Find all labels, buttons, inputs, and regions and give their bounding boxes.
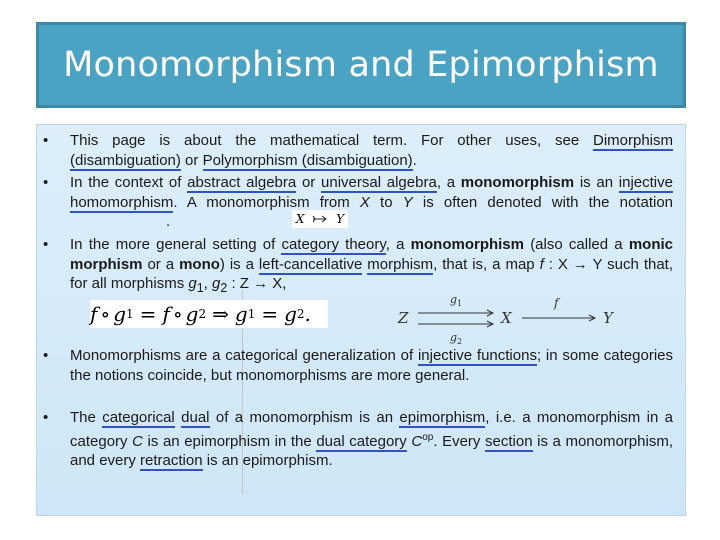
link-injective[interactable]: injective bbox=[618, 174, 673, 191]
link-categorical[interactable]: categorical bbox=[102, 409, 175, 426]
commutative-diagram bbox=[380, 290, 640, 346]
link-injective-functions[interactable]: injective functions bbox=[417, 347, 537, 364]
page-title: Monomorphism and Epimorphism bbox=[63, 45, 659, 85]
list-item: • In the context of abstract algebra or universal algebra, a monomorphism is an injective homomorphism. A monomorphism from X to Y is often denoted with the notation. bbox=[43, 174, 673, 230]
link-category-theory[interactable]: category theory bbox=[281, 236, 386, 253]
link-abstract-algebra[interactable]: abstract algebra bbox=[187, 174, 297, 191]
bullet-icon: • bbox=[43, 132, 49, 149]
link-homomorphism[interactable]: homomorphism bbox=[70, 193, 174, 211]
diagram-label-g1: $g_1$ bbox=[450, 293, 463, 308]
link-morphism[interactable]: morphism bbox=[367, 255, 434, 273]
diagram-label-f: f bbox=[554, 296, 559, 310]
title-banner bbox=[36, 22, 686, 108]
link-polymorphism-disambiguation[interactable]: Polymorphism (disambiguation) bbox=[202, 151, 413, 169]
bullet-icon: • bbox=[43, 236, 49, 253]
link-dimorphism-disambiguation[interactable]: Dimorphism (disambiguation) bbox=[70, 132, 673, 169]
list-item: • The categorical dual of a monomorphism is an epimorphism, i.e. a monomorphism in a category C is an epimorphism in the dual category $C^{op}$. Every section is a monomorphism, and every retraction is an epimorphism. bbox=[43, 409, 674, 469]
bullet-icon: • bbox=[43, 174, 49, 191]
link-left-cancellative[interactable]: left-cancellative bbox=[258, 255, 363, 273]
diagram-label-g2: $g_2$ bbox=[450, 331, 463, 346]
mono-arrow-icon bbox=[312, 214, 328, 224]
diagram-node-z: Z bbox=[398, 309, 409, 327]
cancellation-formula: f ∘ g 1 = f ∘ g 2 ⇒ g 1 = g 2 . bbox=[90, 300, 328, 328]
bullet-icon: • bbox=[43, 409, 49, 426]
link-epimorphism[interactable]: epimorphism bbox=[399, 409, 486, 426]
link-universal-algebra[interactable]: universal algebra bbox=[321, 174, 437, 191]
link-dual-category[interactable]: dual category bbox=[316, 432, 407, 450]
list-item: • This page is about the mathematical term. For other uses, see Dimorphism (disambiguation) or Polymorphism (disambiguation). bbox=[43, 132, 673, 169]
link-dual[interactable]: dual bbox=[181, 409, 210, 426]
list-item: • Monomorphisms are a categorical generalization of injective functions; in some categories the notions coincide, but monomorphisms are more general. bbox=[43, 347, 673, 384]
notation-image: X Y bbox=[292, 210, 348, 228]
list-item: • In the more general setting of category theory, a monomorphism (also called a monic morphism or a mono) is a left-cancellative morphism, that is, a map f : X → Y such that, for all morphisms $g_1$, $g_2$ : Z → X, bbox=[43, 236, 674, 295]
diagram-node-x: X bbox=[501, 309, 512, 327]
link-retraction[interactable]: retraction bbox=[140, 452, 203, 469]
bullet-icon: • bbox=[43, 347, 49, 364]
diagram-node-y: Y bbox=[603, 309, 613, 327]
link-section[interactable]: section bbox=[485, 432, 533, 450]
